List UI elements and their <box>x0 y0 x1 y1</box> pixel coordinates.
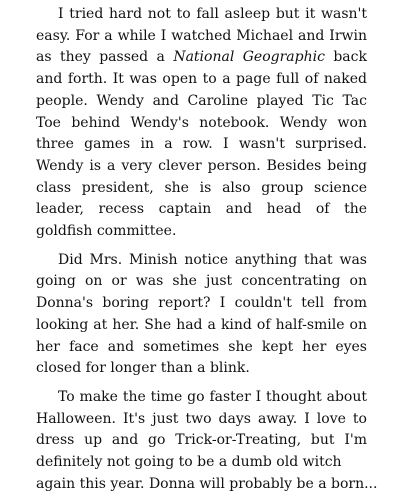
paragraph-3-text: To make the time go faster I thought about Halloween. It's just two days away. I love to dress up and go Trick-or-Treating, but I'm definitely not going to be a dumb old witch <box>36 388 367 471</box>
paragraph-2: Did Mrs. Minish notice anything that was going on or was she just concentrating on Donna's boring report? I couldn't tell from looking at her. She had a kind of half-smile on her face and sometimes she kept her eyes closed for longer than a blink. <box>36 251 367 377</box>
paragraph-3-cut-line: again this year. Donna will probably be a born... <box>36 475 378 492</box>
paragraph-1-text-start: I tried hard not to fall asleep but it wasn't easy. For a while I watched Michael and Irwin as they passed a <box>36 6 367 66</box>
paragraph-1-text-end: back and forth. It was open to a page full of naked people. Wendy and Caroline played Tic Tac Toe behind Wendy's notebook. Wendy won three games in a row. I wasn't surprised. Wendy is a very clever person. Besides being class president, she is also group science leader, recess captain and head of the goldfish committee. <box>36 49 367 240</box>
paragraph-1-italic-title: National Geographic <box>173 49 325 66</box>
paragraph-3 <box>36 387 378 495</box>
text-column <box>36 4 378 495</box>
paragraph-1 <box>36 4 367 243</box>
